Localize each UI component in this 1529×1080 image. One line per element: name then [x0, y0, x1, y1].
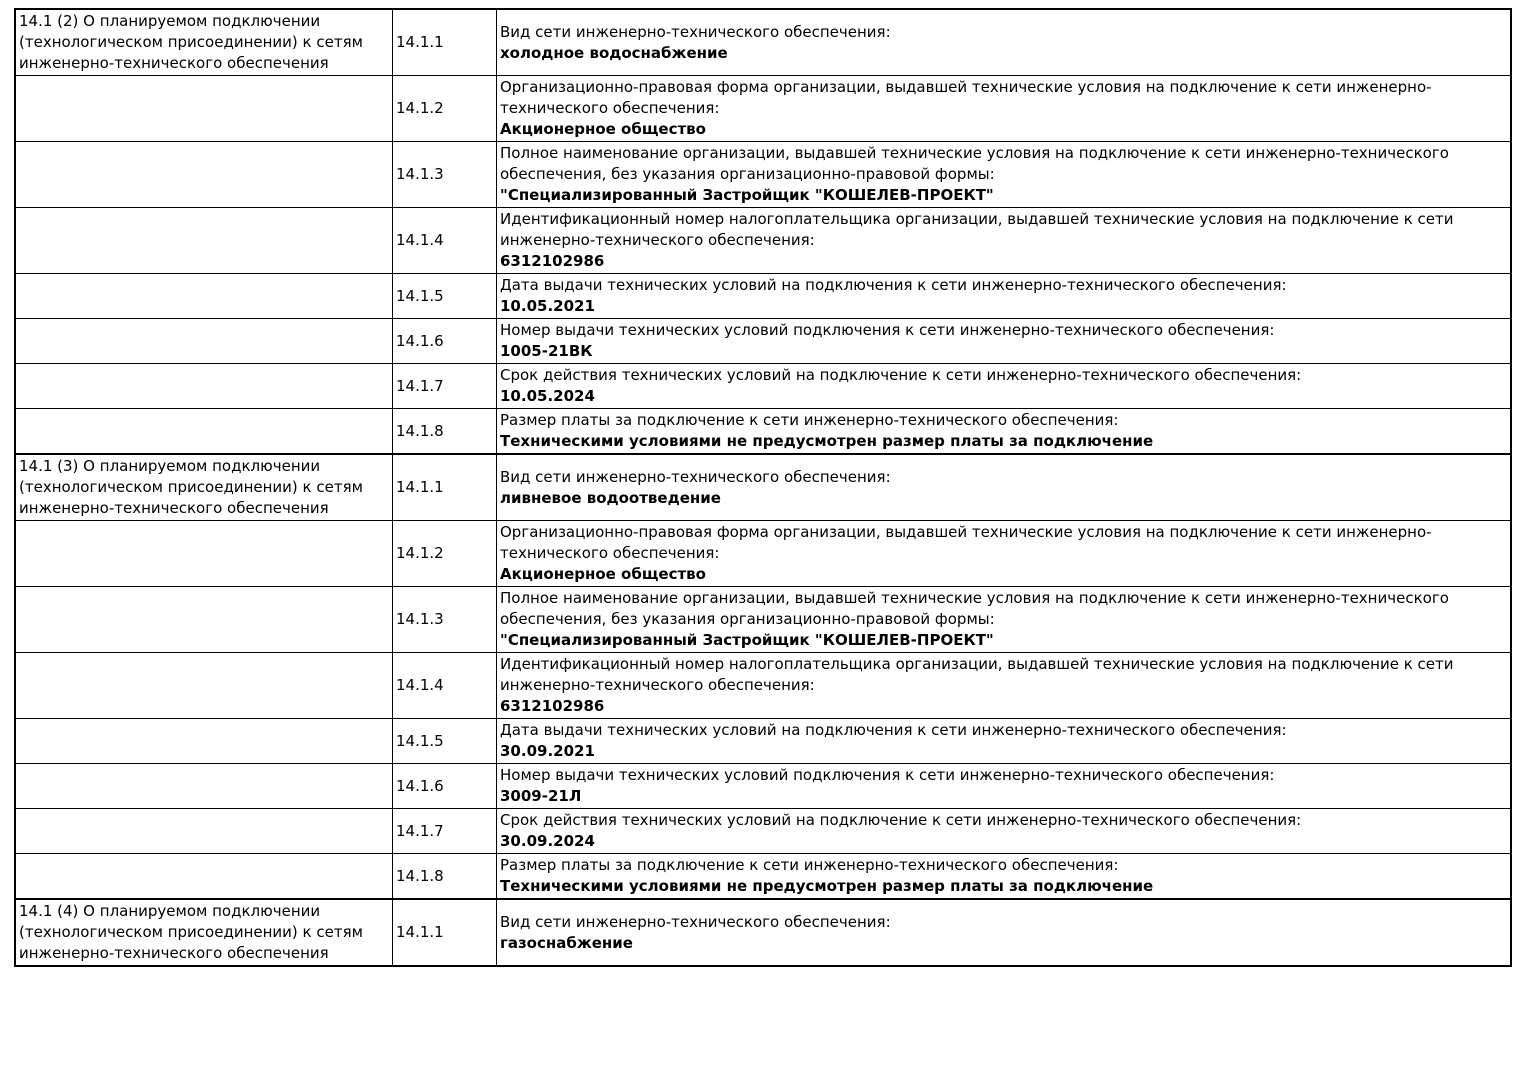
row-number-cell [393, 454, 497, 521]
table-row [15, 142, 1511, 208]
field-label: Номер выдачи технических условий подключения к сети инженерно-технического обеспечения: [500, 321, 1275, 339]
table-row [15, 9, 1511, 76]
table-row [15, 454, 1511, 521]
row-number: 14.1.2 [396, 544, 444, 562]
field-label: Полное наименование организации, выдавшей технические условия на подключение к сети инженерно-технического обеспечения, без указания организационно-правовой формы: [500, 589, 1449, 628]
row-content-cell [497, 274, 1512, 319]
row-content-cell [497, 76, 1512, 142]
row-number-cell [393, 587, 497, 653]
table-body [15, 9, 1511, 966]
table-row [15, 521, 1511, 587]
row-number: 14.1.1 [396, 478, 444, 496]
row-content-cell [497, 9, 1512, 76]
row-content-cell [497, 409, 1512, 455]
section-title-cell [15, 809, 393, 854]
section-title: 14.1 (3) О планируемом подключении (технологическом присоединении) к сетям инженерно-технического обеспечения [19, 457, 363, 517]
row-content-cell [497, 899, 1512, 966]
row-content-cell [497, 653, 1512, 719]
row-content-cell [497, 764, 1512, 809]
row-number-cell [393, 364, 497, 409]
section-title-cell [15, 854, 393, 900]
section-title-cell [15, 142, 393, 208]
field-label: Идентификационный номер налогоплательщика организации, выдавшей технические условия на подключение к сети инженерно-технического обеспечения: [500, 655, 1454, 694]
field-value: ливневое водоотведение [500, 488, 721, 507]
field-label: Вид сети инженерно-технического обеспечения: [500, 467, 891, 486]
table-row [15, 364, 1511, 409]
field-value: Акционерное общество [500, 120, 706, 138]
row-number-cell [393, 409, 497, 455]
section-title-cell [15, 899, 393, 966]
field-value: "Специализированный Застройщик "КОШЕЛЕВ-ПРОЕКТ" [500, 186, 994, 204]
row-number: 14.1.1 [396, 33, 444, 51]
field-value: 10.05.2024 [500, 387, 595, 405]
field-label: Срок действия технических условий на подключение к сети инженерно-технического обеспечения: [500, 366, 1302, 384]
field-label: Номер выдачи технических условий подключения к сети инженерно-технического обеспечения: [500, 766, 1275, 784]
field-label: Дата выдачи технических условий на подключения к сети инженерно-технического обеспечения: [500, 721, 1287, 739]
field-label: Идентификационный номер налогоплательщика организации, выдавшей технические условия на подключение к сети инженерно-технического обеспечения: [500, 210, 1454, 249]
row-number: 14.1.4 [396, 231, 444, 249]
field-value: Техническими условиями не предусмотрен размер платы за подключение [500, 877, 1154, 895]
field-value: газоснабжение [500, 933, 633, 952]
section-title-cell [15, 587, 393, 653]
row-content-cell [497, 142, 1512, 208]
section-title: 14.1 (4) О планируемом подключении (технологическом присоединении) к сетям инженерно-технического обеспечения [19, 902, 363, 962]
row-number: 14.1.6 [396, 331, 444, 350]
row-number-cell [393, 653, 497, 719]
section-title-cell [15, 208, 393, 274]
table-row [15, 809, 1511, 854]
row-number-cell [393, 319, 497, 364]
section-title-cell [15, 76, 393, 142]
row-number-cell [393, 854, 497, 900]
row-content-cell [497, 719, 1512, 764]
field-value: 30.09.2024 [500, 832, 595, 850]
row-number-cell [393, 764, 497, 809]
section-title-cell [15, 364, 393, 409]
row-content-cell [497, 587, 1512, 653]
row-number-cell [393, 208, 497, 274]
field-label: Дата выдачи технических условий на подключения к сети инженерно-технического обеспечения: [500, 276, 1287, 294]
utility-connections-table [14, 8, 1512, 967]
section-title-cell [15, 274, 393, 319]
field-value: 30.09.2021 [500, 742, 595, 760]
table-row [15, 319, 1511, 364]
row-content-cell [497, 809, 1512, 854]
row-number-cell [393, 809, 497, 854]
table-row [15, 409, 1511, 455]
table-row [15, 76, 1511, 142]
row-number-cell [393, 142, 497, 208]
field-label: Организационно-правовая форма организации, выдавшей технические условия на подключение к сети инженерно-технического обеспечения: [500, 78, 1432, 117]
row-content-cell [497, 521, 1512, 587]
table-row [15, 764, 1511, 809]
field-label: Размер платы за подключение к сети инженерно-технического обеспечения: [500, 411, 1119, 429]
row-content-cell [497, 454, 1512, 521]
row-number: 14.1.3 [396, 610, 444, 628]
row-number: 14.1.2 [396, 99, 444, 117]
row-number: 14.1.8 [396, 421, 444, 440]
row-content-cell [497, 854, 1512, 900]
row-number-cell [393, 274, 497, 319]
field-value: 10.05.2021 [500, 297, 595, 315]
row-number: 14.1.4 [396, 676, 444, 694]
section-title-cell [15, 764, 393, 809]
row-number: 14.1.3 [396, 165, 444, 183]
field-value: 3009-21Л [500, 787, 582, 805]
row-content-cell [497, 208, 1512, 274]
field-value: холодное водоснабжение [500, 43, 728, 62]
table-row [15, 274, 1511, 319]
field-label: Полное наименование организации, выдавшей технические условия на подключение к сети инженерно-технического обеспечения, без указания организационно-правовой формы: [500, 144, 1449, 183]
table-row [15, 854, 1511, 900]
field-value: Акционерное общество [500, 565, 706, 583]
row-number-cell [393, 76, 497, 142]
field-label: Организационно-правовая форма организации, выдавшей технические условия на подключение к сети инженерно-технического обеспечения: [500, 523, 1432, 562]
field-value: 6312102986 [500, 697, 605, 715]
row-number: 14.1.1 [396, 923, 444, 941]
row-number-cell [393, 9, 497, 76]
section-title-cell [15, 521, 393, 587]
row-number-cell [393, 899, 497, 966]
row-number: 14.1.7 [396, 821, 444, 840]
row-content-cell [497, 364, 1512, 409]
table-row [15, 208, 1511, 274]
row-number: 14.1.5 [396, 731, 444, 750]
section-title-cell [15, 653, 393, 719]
field-value: "Специализированный Застройщик "КОШЕЛЕВ-ПРОЕКТ" [500, 631, 994, 649]
section-title-cell [15, 9, 393, 76]
table-row [15, 899, 1511, 966]
section-title-cell [15, 719, 393, 764]
row-number-cell [393, 521, 497, 587]
section-title-cell [15, 454, 393, 521]
row-number: 14.1.8 [396, 866, 444, 885]
section-title: 14.1 (2) О планируемом подключении (технологическом присоединении) к сетям инженерно-технического обеспечения [19, 12, 363, 72]
row-number: 14.1.7 [396, 376, 444, 395]
field-value: Техническими условиями не предусмотрен размер платы за подключение [500, 432, 1154, 450]
field-label: Срок действия технических условий на подключение к сети инженерно-технического обеспечения: [500, 811, 1302, 829]
field-label: Размер платы за подключение к сети инженерно-технического обеспечения: [500, 856, 1119, 874]
row-number-cell [393, 719, 497, 764]
row-number: 14.1.5 [396, 286, 444, 305]
field-label: Вид сети инженерно-технического обеспечения: [500, 912, 891, 931]
field-value: 6312102986 [500, 252, 605, 270]
table-row [15, 587, 1511, 653]
row-content-cell [497, 319, 1512, 364]
section-title-cell [15, 409, 393, 455]
row-number: 14.1.6 [396, 776, 444, 795]
section-title-cell [15, 319, 393, 364]
table-row [15, 719, 1511, 764]
field-label: Вид сети инженерно-технического обеспечения: [500, 22, 891, 41]
table-row [15, 653, 1511, 719]
field-value: 1005-21ВК [500, 342, 593, 360]
